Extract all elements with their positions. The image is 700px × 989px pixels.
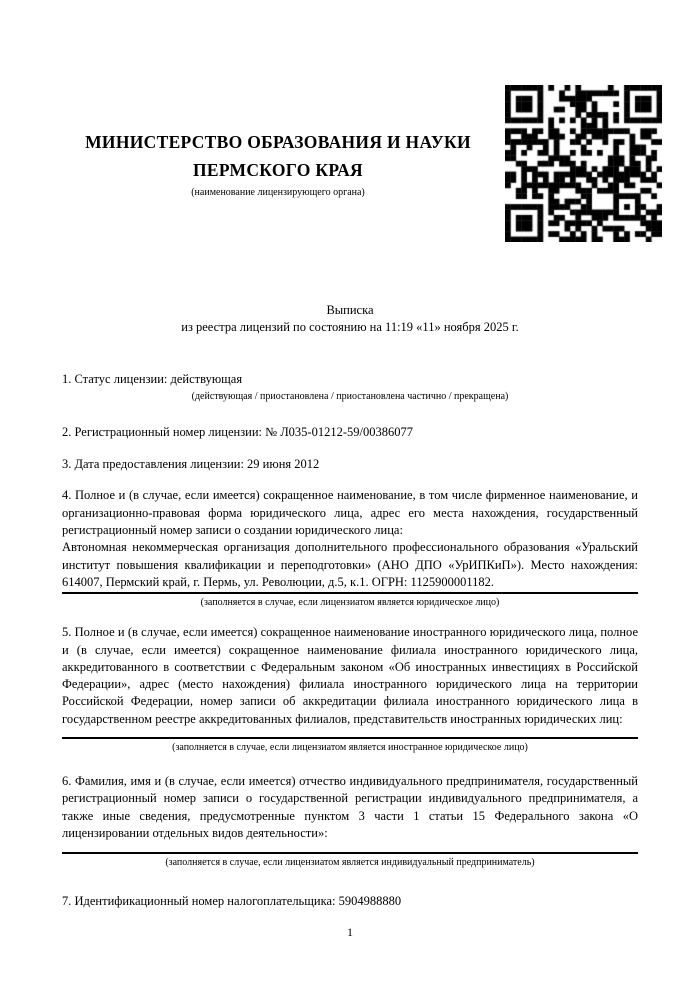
ministry-caption: (наименование лицензирующего органа)	[191, 187, 365, 198]
item-registration-number	[62, 424, 638, 441]
document-title	[62, 302, 638, 337]
item-license-date	[62, 456, 638, 473]
page-number: 1	[347, 925, 353, 939]
legal-entity-value: Автономная некоммерческая организация дополнительного профессионального образования «Уральский институт повышения квалификации и переподготовки» (АНО ДПО «УрИПКиП»). Место нахождения: 614007, Пермский край, г. Пермь, ул. Революции, д.5, к.1. ОГРН: 1125900001182.	[62, 540, 638, 589]
item-license-status	[62, 371, 638, 403]
title-line2: из реестра лицензий по состоянию на 11:19 «11» ноября 2025 г.	[181, 320, 519, 335]
ministry-name-line2: ПЕРМСКОГО КРАЯ	[193, 160, 363, 180]
item-taxpayer-number	[62, 893, 638, 910]
license-date-text: 3. Дата предоставления лицензии: 29 июня 2012	[62, 457, 320, 472]
license-status-caption: (действующая / приостановлена / приостановлена частично / прекращена)	[191, 390, 509, 402]
legal-entity-block	[62, 487, 638, 594]
registration-number-text: 2. Регистрационный номер лицензии: № Л035-01212-59/00386077	[62, 424, 413, 439]
item-foreign-entity	[62, 624, 638, 754]
title-line1: Выписка	[326, 303, 374, 317]
foreign-entity-question: 5. Полное и (в случае, если имеется) сокращенное наименование иностранного юридического лица, полное и (в случае, если имеется) сокращенное наименование филиала иностранного юридического лица, аккредитованного в соответствии с Федеральным законом «Об иностранных инвестициях в Российской Федерации», адрес (место нахождения) филиала иностранного юридического лица на территории Российской Федерации, номер записи об аккредитации филиала иностранного юридического лица в государственном реестре аккредитованных филиалов, представительств иностранных юридических лиц:	[62, 625, 638, 726]
item-individual-entrepreneur	[62, 773, 638, 869]
entrepreneur-blank-line	[62, 842, 638, 854]
ministry-name-line1: МИНИСТЕРСТВО ОБРАЗОВАНИЯ И НАУКИ	[85, 132, 471, 152]
item-legal-entity	[62, 487, 638, 609]
legal-entity-caption: (заполняется в случае, если лицензиатом является юридическое лицо)	[200, 597, 500, 609]
foreign-entity-blank-line	[62, 728, 638, 739]
document-body	[62, 0, 638, 911]
entrepreneur-question: 6. Фамилия, имя и (в случае, если имеется) отчество индивидуального предпринимателя, государственный регистрационный номер записи о государственной регистрации индивидуального предпринимателя, а также иные сведения, предусмотренные пунктом 3 части 1 статьи 15 Федерального закона «О лицензировании отдельных видов деятельности»:	[62, 774, 638, 840]
entrepreneur-caption: (заполняется в случае, если лицензиатом является индивидуальный предприниматель)	[165, 857, 535, 869]
foreign-entity-caption: (заполняется в случае, если лицензиатом является иностранное юридическое лицо)	[172, 742, 528, 754]
taxpayer-number-text: 7. Идентификационный номер налогоплательщика: 5904988880	[62, 894, 402, 909]
license-status-text: 1. Статус лицензии: действующая	[62, 371, 243, 386]
legal-entity-question: 4. Полное и (в случае, если имеется) сокращенное наименование, в том числе фирменное наименование, и организационно-правовая форма юридического лица, адрес его места нахождения, государственный регистрационный номер записи о создании юридического лица:	[62, 488, 638, 538]
